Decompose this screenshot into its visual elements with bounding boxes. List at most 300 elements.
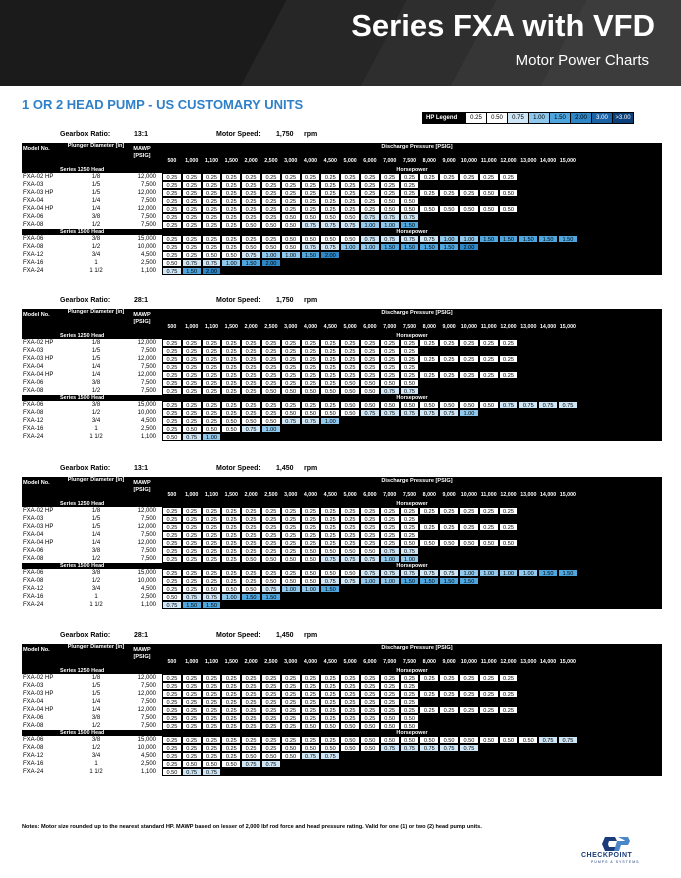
hp-cell: 0.75 bbox=[241, 760, 261, 768]
gearbox-value: 28:1 bbox=[134, 632, 149, 639]
hp-cell: 0.25 bbox=[202, 515, 222, 523]
hp-cell: 0.50 bbox=[241, 585, 261, 593]
hp-cell: 1.00 bbox=[439, 235, 459, 243]
hp-cell: 0.50 bbox=[202, 251, 222, 259]
hp-cell: 0.25 bbox=[360, 173, 380, 181]
unavailable-fill bbox=[578, 235, 662, 243]
hp-cell: 0.25 bbox=[499, 523, 519, 531]
hp-cell: 1.50 bbox=[518, 235, 538, 243]
horsepower-label: Horsepower bbox=[396, 563, 428, 569]
hp-cell: 0.25 bbox=[202, 523, 222, 531]
pressure-header: 2,000 bbox=[244, 659, 258, 665]
plunger-cell: 1 bbox=[94, 426, 98, 432]
hp-cell: 0.25 bbox=[479, 371, 499, 379]
table-row bbox=[22, 173, 662, 181]
hp-cell: 0.50 bbox=[162, 259, 182, 267]
hp-cell: 1.00 bbox=[380, 221, 400, 229]
hp-cell: 0.25 bbox=[221, 539, 241, 547]
model-cell: FXA-06 bbox=[23, 402, 44, 408]
hp-cell: 0.25 bbox=[261, 197, 281, 205]
hp-cell: 0.25 bbox=[162, 181, 182, 189]
hp-cell: 0.25 bbox=[320, 379, 340, 387]
hp-cell: 0.25 bbox=[479, 507, 499, 515]
pressure-header: 14,000 bbox=[539, 659, 557, 665]
hp-cell: 0.50 bbox=[479, 736, 499, 744]
hp-cell: 0.25 bbox=[241, 401, 261, 409]
hp-cell: 0.75 bbox=[400, 409, 420, 417]
table-row bbox=[22, 339, 662, 347]
plunger-cell: 1/4 bbox=[91, 540, 101, 546]
hp-cell: 0.25 bbox=[182, 379, 202, 387]
mawp-cell: 2,500 bbox=[140, 426, 156, 432]
hp-cell: 0.25 bbox=[400, 698, 420, 706]
hp-cell: 0.75 bbox=[538, 736, 558, 744]
hp-cell: 0.50 bbox=[221, 585, 241, 593]
hp-cell: 0.25 bbox=[221, 555, 241, 563]
hp-cell: 0.25 bbox=[301, 355, 321, 363]
table-row bbox=[22, 569, 662, 577]
unavailable-fill bbox=[518, 189, 662, 197]
model-cell: FXA-03 HP bbox=[23, 190, 54, 196]
hp-cell: 1.50 bbox=[419, 577, 439, 585]
mawp-cell: 7,500 bbox=[140, 699, 156, 705]
hp-cell: 0.25 bbox=[202, 682, 222, 690]
hp-cell: 0.25 bbox=[320, 515, 340, 523]
unavailable-fill bbox=[281, 760, 662, 768]
hp-cell: 1.50 bbox=[400, 577, 420, 585]
hp-cell: 0.25 bbox=[459, 706, 479, 714]
hp-cell: 0.25 bbox=[459, 523, 479, 531]
unavailable-fill bbox=[419, 515, 662, 523]
table-row bbox=[22, 752, 662, 760]
table-row bbox=[22, 682, 662, 690]
hp-cell: 0.75 bbox=[162, 601, 182, 609]
hp-cell: 0.75 bbox=[320, 243, 340, 251]
pressure-header: 2,000 bbox=[244, 492, 258, 498]
plunger-cell: 1/8 bbox=[91, 508, 101, 514]
hp-cell: 0.50 bbox=[400, 539, 420, 547]
pressure-header: 1,500 bbox=[224, 659, 238, 665]
unavailable-fill bbox=[340, 251, 662, 259]
unavailable-fill bbox=[419, 722, 662, 730]
hp-cell: 0.25 bbox=[221, 523, 241, 531]
pressure-header: 4,500 bbox=[323, 158, 337, 164]
pressure-header: 10,000 bbox=[460, 659, 477, 665]
unavailable-fill bbox=[479, 577, 662, 585]
unavailable-fill bbox=[518, 507, 662, 515]
hp-cell: 1.00 bbox=[360, 243, 380, 251]
hp-cell: 0.25 bbox=[261, 547, 281, 555]
hp-cell: 0.50 bbox=[320, 722, 340, 730]
logo-name: CHECKPOINT bbox=[581, 852, 633, 859]
pressure-header: 13,000 bbox=[520, 324, 537, 330]
hp-cell: 0.25 bbox=[241, 197, 261, 205]
pressure-header: 500 bbox=[167, 659, 177, 665]
plunger-cell: 3/4 bbox=[91, 418, 101, 424]
hp-cell: 0.25 bbox=[241, 355, 261, 363]
hp-cell: 0.25 bbox=[301, 205, 321, 213]
hp-cell: 0.25 bbox=[479, 706, 499, 714]
mawp-cell: 10,000 bbox=[137, 745, 156, 751]
plunger-cell: 1/8 bbox=[91, 675, 101, 681]
hp-cell: 0.25 bbox=[241, 205, 261, 213]
hp-cell: 0.25 bbox=[221, 339, 241, 347]
unavailable-fill bbox=[578, 569, 662, 577]
model-cell: FXA-12 bbox=[23, 252, 44, 258]
hp-cell: 0.25 bbox=[221, 205, 241, 213]
hp-cell: 0.50 bbox=[281, 555, 301, 563]
hp-cell: 0.25 bbox=[202, 409, 222, 417]
logo-tagline: PUMPS & SYSTEMS bbox=[591, 860, 640, 864]
hp-cell: 0.25 bbox=[340, 205, 360, 213]
hp-cell: 0.25 bbox=[261, 339, 281, 347]
hp-cell: 0.25 bbox=[241, 181, 261, 189]
gearbox-label: Gearbox Ratio: bbox=[60, 632, 111, 639]
hp-cell: 0.25 bbox=[162, 752, 182, 760]
hp-cell: 0.25 bbox=[261, 205, 281, 213]
hp-cell: 0.25 bbox=[202, 744, 222, 752]
hp-cell: 0.50 bbox=[301, 409, 321, 417]
hp-legend-item: >3.00 bbox=[612, 113, 633, 123]
model-cell: FXA-02 HP bbox=[23, 340, 54, 346]
model-cell: FXA-02 HP bbox=[23, 174, 54, 180]
hp-cell: 0.50 bbox=[162, 593, 182, 601]
col-plunger-header: Plunger Diameter [in] bbox=[67, 477, 125, 483]
hp-cell: 2.00 bbox=[261, 259, 281, 267]
unavailable-fill bbox=[518, 706, 662, 714]
hp-cell: 0.25 bbox=[202, 347, 222, 355]
head-series-label: Series 1500 Head bbox=[60, 563, 105, 569]
hp-cell: 1.00 bbox=[261, 251, 281, 259]
table-row bbox=[22, 401, 662, 409]
hp-cell: 0.25 bbox=[202, 547, 222, 555]
hp-cell: 0.25 bbox=[182, 355, 202, 363]
pressure-header: 7,500 bbox=[402, 659, 417, 665]
hp-cell: 0.25 bbox=[162, 714, 182, 722]
hp-cell: 0.50 bbox=[301, 569, 321, 577]
hp-cell: 0.25 bbox=[162, 674, 182, 682]
hp-cell: 1.50 bbox=[479, 235, 499, 243]
mawp-cell: 7,500 bbox=[140, 556, 156, 562]
hp-cell: 0.25 bbox=[360, 531, 380, 539]
hp-cell: 0.25 bbox=[241, 387, 261, 395]
mawp-cell: 10,000 bbox=[137, 578, 156, 584]
hp-cell: 0.75 bbox=[301, 752, 321, 760]
hp-cell: 0.25 bbox=[439, 355, 459, 363]
table-row bbox=[22, 531, 662, 539]
page-title: Series FXA with VFD bbox=[351, 8, 655, 43]
model-cell: FXA-03 HP bbox=[23, 524, 54, 530]
hp-cell: 0.25 bbox=[182, 371, 202, 379]
hp-cell: 1.50 bbox=[241, 259, 261, 267]
hp-cell: 0.25 bbox=[202, 189, 222, 197]
table-meta-row bbox=[22, 291, 662, 309]
table-row bbox=[22, 768, 662, 776]
hp-cell: 0.25 bbox=[301, 539, 321, 547]
unavailable-fill bbox=[518, 690, 662, 698]
plunger-cell: 1/2 bbox=[91, 244, 101, 250]
model-cell: FXA-03 bbox=[23, 348, 44, 354]
model-cell: FXA-03 HP bbox=[23, 691, 54, 697]
pressure-header: 1,000 bbox=[185, 158, 199, 164]
table-row bbox=[22, 507, 662, 515]
model-cell: FXA-08 bbox=[23, 556, 44, 562]
hp-cell: 0.75 bbox=[380, 235, 400, 243]
hp-cell: 0.25 bbox=[380, 706, 400, 714]
hp-cell: 0.25 bbox=[340, 347, 360, 355]
model-cell: FXA-04 bbox=[23, 532, 44, 538]
hp-cell: 0.25 bbox=[360, 539, 380, 547]
head-series-label: Series 1500 Head bbox=[60, 395, 105, 401]
hp-cell: 0.25 bbox=[320, 181, 340, 189]
hp-cell: 0.50 bbox=[459, 736, 479, 744]
unavailable-fill bbox=[419, 347, 662, 355]
unavailable-fill bbox=[578, 401, 662, 409]
hp-cell: 0.25 bbox=[459, 189, 479, 197]
mawp-cell: 12,000 bbox=[137, 675, 156, 681]
hp-cell: 0.25 bbox=[380, 173, 400, 181]
hp-cell: 0.25 bbox=[241, 189, 261, 197]
hp-cell: 0.25 bbox=[261, 722, 281, 730]
hp-cell: 0.25 bbox=[261, 706, 281, 714]
unavailable-fill bbox=[518, 205, 662, 213]
hp-cell: 0.50 bbox=[360, 744, 380, 752]
hp-cell: 0.50 bbox=[479, 205, 499, 213]
hp-cell: 0.50 bbox=[221, 417, 241, 425]
page-subtitle: Motor Power Charts bbox=[515, 52, 649, 69]
hp-cell: 0.75 bbox=[400, 569, 420, 577]
hp-cell: 0.25 bbox=[221, 235, 241, 243]
hp-cell: 1.50 bbox=[499, 235, 519, 243]
hp-cell: 0.25 bbox=[320, 401, 340, 409]
hp-cell: 0.25 bbox=[281, 371, 301, 379]
hp-cell: 0.25 bbox=[202, 417, 222, 425]
table-row bbox=[22, 690, 662, 698]
hp-cell: 1.00 bbox=[281, 585, 301, 593]
hp-cell: 0.25 bbox=[162, 539, 182, 547]
hp-cell: 0.25 bbox=[439, 173, 459, 181]
hp-cell: 0.25 bbox=[281, 690, 301, 698]
plunger-cell: 1 1/2 bbox=[89, 434, 103, 440]
hp-cell: 0.25 bbox=[221, 181, 241, 189]
hp-cell: 0.25 bbox=[301, 682, 321, 690]
hp-cell: 0.25 bbox=[261, 690, 281, 698]
pressure-header: 14,000 bbox=[539, 158, 557, 164]
rpm-label: rpm bbox=[304, 632, 318, 639]
hp-cell: 0.25 bbox=[281, 197, 301, 205]
col-plunger-header: Plunger Diameter [in] bbox=[67, 644, 125, 650]
hp-cell: 0.25 bbox=[380, 371, 400, 379]
hp-cell: 0.25 bbox=[301, 371, 321, 379]
plunger-cell: 1/4 bbox=[91, 206, 101, 212]
hp-cell: 0.25 bbox=[400, 682, 420, 690]
hp-cell: 0.25 bbox=[241, 744, 261, 752]
hp-cell: 0.25 bbox=[162, 339, 182, 347]
pressure-header: 7,000 bbox=[383, 659, 397, 665]
rpm-label: rpm bbox=[304, 465, 318, 472]
hp-cell: 0.25 bbox=[162, 347, 182, 355]
table-row bbox=[22, 601, 662, 609]
hp-cell: 0.25 bbox=[281, 706, 301, 714]
hp-cell: 0.25 bbox=[221, 515, 241, 523]
hp-cell: 0.25 bbox=[182, 197, 202, 205]
plunger-cell: 1/5 bbox=[91, 516, 101, 522]
plunger-cell: 1/2 bbox=[91, 578, 101, 584]
model-cell: FXA-06 bbox=[23, 737, 44, 743]
hp-cell: 1.00 bbox=[459, 409, 479, 417]
hp-cell: 0.25 bbox=[261, 409, 281, 417]
hp-cell: 0.50 bbox=[400, 736, 420, 744]
table-row bbox=[22, 205, 662, 213]
hp-cell: 0.75 bbox=[360, 555, 380, 563]
table-row bbox=[22, 243, 662, 251]
motor-speed-value: 1,450 bbox=[276, 632, 294, 639]
section-heading: 1 OR 2 HEAD PUMP - US CUSTOMARY UNITS bbox=[22, 97, 304, 112]
hp-cell: 0.25 bbox=[281, 355, 301, 363]
hp-cell: 0.75 bbox=[261, 760, 281, 768]
hp-cell: 0.25 bbox=[360, 189, 380, 197]
pressure-header: 1,000 bbox=[185, 659, 199, 665]
hp-legend-item: 1.00 bbox=[528, 113, 549, 123]
model-cell: FXA-06 bbox=[23, 715, 44, 721]
hp-cell: 0.25 bbox=[241, 339, 261, 347]
model-cell: FXA-06 bbox=[23, 236, 44, 242]
hp-cell: 0.25 bbox=[202, 690, 222, 698]
hp-cell: 0.75 bbox=[419, 744, 439, 752]
hp-cell: 0.25 bbox=[301, 714, 321, 722]
hp-cell: 0.50 bbox=[340, 401, 360, 409]
pressure-header: 1,100 bbox=[204, 492, 219, 498]
pressure-header: 10,000 bbox=[460, 324, 477, 330]
hp-cell: 0.25 bbox=[360, 371, 380, 379]
motor-speed-value: 1,750 bbox=[276, 297, 294, 304]
hp-cell: 0.25 bbox=[281, 507, 301, 515]
hp-cell: 0.25 bbox=[439, 690, 459, 698]
table-row bbox=[22, 698, 662, 706]
table-row bbox=[22, 347, 662, 355]
hp-cell: 0.75 bbox=[261, 585, 281, 593]
table-row bbox=[22, 736, 662, 744]
hp-cell: 0.25 bbox=[182, 706, 202, 714]
model-cell: FXA-24 bbox=[23, 268, 44, 274]
hp-cell: 0.50 bbox=[281, 409, 301, 417]
pressure-header: 14,000 bbox=[539, 492, 557, 498]
unavailable-fill bbox=[419, 531, 662, 539]
hp-cell: 0.75 bbox=[380, 387, 400, 395]
hp-cell: 1.50 bbox=[320, 585, 340, 593]
model-cell: FXA-08 bbox=[23, 410, 44, 416]
plunger-cell: 1/4 bbox=[91, 364, 101, 370]
hp-cell: 0.25 bbox=[261, 674, 281, 682]
plunger-cell: 1/2 bbox=[91, 723, 101, 729]
table-row bbox=[22, 387, 662, 395]
hp-cell: 1.00 bbox=[281, 251, 301, 259]
horsepower-label: Horsepower bbox=[396, 501, 428, 507]
hp-cell: 0.75 bbox=[202, 259, 222, 267]
table-row bbox=[22, 425, 662, 433]
plunger-cell: 3/8 bbox=[91, 380, 101, 386]
hp-cell: 0.25 bbox=[320, 355, 340, 363]
hp-cell: 0.50 bbox=[479, 539, 499, 547]
plunger-cell: 1 1/2 bbox=[89, 769, 103, 775]
hp-cell: 0.50 bbox=[400, 197, 420, 205]
model-cell: FXA-08 bbox=[23, 388, 44, 394]
hp-cell: 0.50 bbox=[499, 736, 519, 744]
hp-cell: 0.25 bbox=[241, 173, 261, 181]
unavailable-fill bbox=[419, 197, 662, 205]
hp-cell: 1.50 bbox=[558, 569, 578, 577]
hp-cell: 0.25 bbox=[202, 507, 222, 515]
hp-cell: 0.25 bbox=[202, 698, 222, 706]
hp-cell: 0.50 bbox=[360, 722, 380, 730]
mawp-cell: 7,500 bbox=[140, 723, 156, 729]
hp-cell: 1.50 bbox=[202, 601, 222, 609]
hp-cell: 0.25 bbox=[241, 714, 261, 722]
hp-cell: 1.50 bbox=[419, 243, 439, 251]
model-cell: FXA-08 bbox=[23, 222, 44, 228]
hp-cell: 0.25 bbox=[320, 714, 340, 722]
pressure-header: 3,000 bbox=[284, 492, 298, 498]
model-cell: FXA-24 bbox=[23, 434, 44, 440]
hp-cell: 0.25 bbox=[162, 213, 182, 221]
plunger-cell: 3/8 bbox=[91, 715, 101, 721]
hp-cell: 0.25 bbox=[320, 531, 340, 539]
hp-cell: 0.50 bbox=[241, 417, 261, 425]
hp-cell: 0.25 bbox=[281, 722, 301, 730]
model-cell: FXA-04 HP bbox=[23, 540, 54, 546]
hp-cell: 0.25 bbox=[340, 539, 360, 547]
hp-cell: 0.75 bbox=[419, 409, 439, 417]
mawp-cell: 1,100 bbox=[140, 434, 156, 440]
hp-cell: 0.25 bbox=[459, 371, 479, 379]
hp-cell: 0.25 bbox=[182, 539, 202, 547]
hp-legend-label: HP Legend bbox=[423, 113, 465, 123]
hp-cell: 0.50 bbox=[301, 722, 321, 730]
pressure-header: 4,500 bbox=[323, 324, 337, 330]
unavailable-fill bbox=[419, 181, 662, 189]
hp-cell: 0.50 bbox=[439, 401, 459, 409]
table-row bbox=[22, 760, 662, 768]
header-banner bbox=[0, 0, 681, 86]
hp-cell: 0.50 bbox=[499, 189, 519, 197]
hp-cell: 1.00 bbox=[360, 577, 380, 585]
hp-cell: 0.25 bbox=[301, 401, 321, 409]
hp-cell: 0.25 bbox=[400, 507, 420, 515]
hp-cell: 0.25 bbox=[301, 197, 321, 205]
hp-cell: 0.25 bbox=[360, 197, 380, 205]
hp-cell: 0.25 bbox=[261, 355, 281, 363]
hp-cell: 0.50 bbox=[320, 235, 340, 243]
hp-cell: 0.75 bbox=[182, 768, 202, 776]
table-row bbox=[22, 417, 662, 425]
pressure-header: 15,000 bbox=[559, 158, 576, 164]
plunger-cell: 1/5 bbox=[91, 182, 101, 188]
pressure-header: 2,000 bbox=[244, 324, 258, 330]
hp-cell: 0.50 bbox=[301, 235, 321, 243]
model-cell: FXA-08 bbox=[23, 578, 44, 584]
plunger-cell: 1 1/2 bbox=[89, 602, 103, 608]
hp-cell: 0.25 bbox=[162, 387, 182, 395]
hp-cell: 0.25 bbox=[380, 189, 400, 197]
unavailable-fill bbox=[419, 555, 662, 563]
hp-cell: 0.50 bbox=[380, 736, 400, 744]
hp-cell: 0.25 bbox=[281, 339, 301, 347]
plunger-cell: 3/4 bbox=[91, 586, 101, 592]
pressure-header: 13,000 bbox=[520, 492, 537, 498]
motor-speed-label: Motor Speed: bbox=[216, 632, 261, 639]
hp-cell: 1.50 bbox=[538, 235, 558, 243]
hp-cell: 0.25 bbox=[162, 197, 182, 205]
